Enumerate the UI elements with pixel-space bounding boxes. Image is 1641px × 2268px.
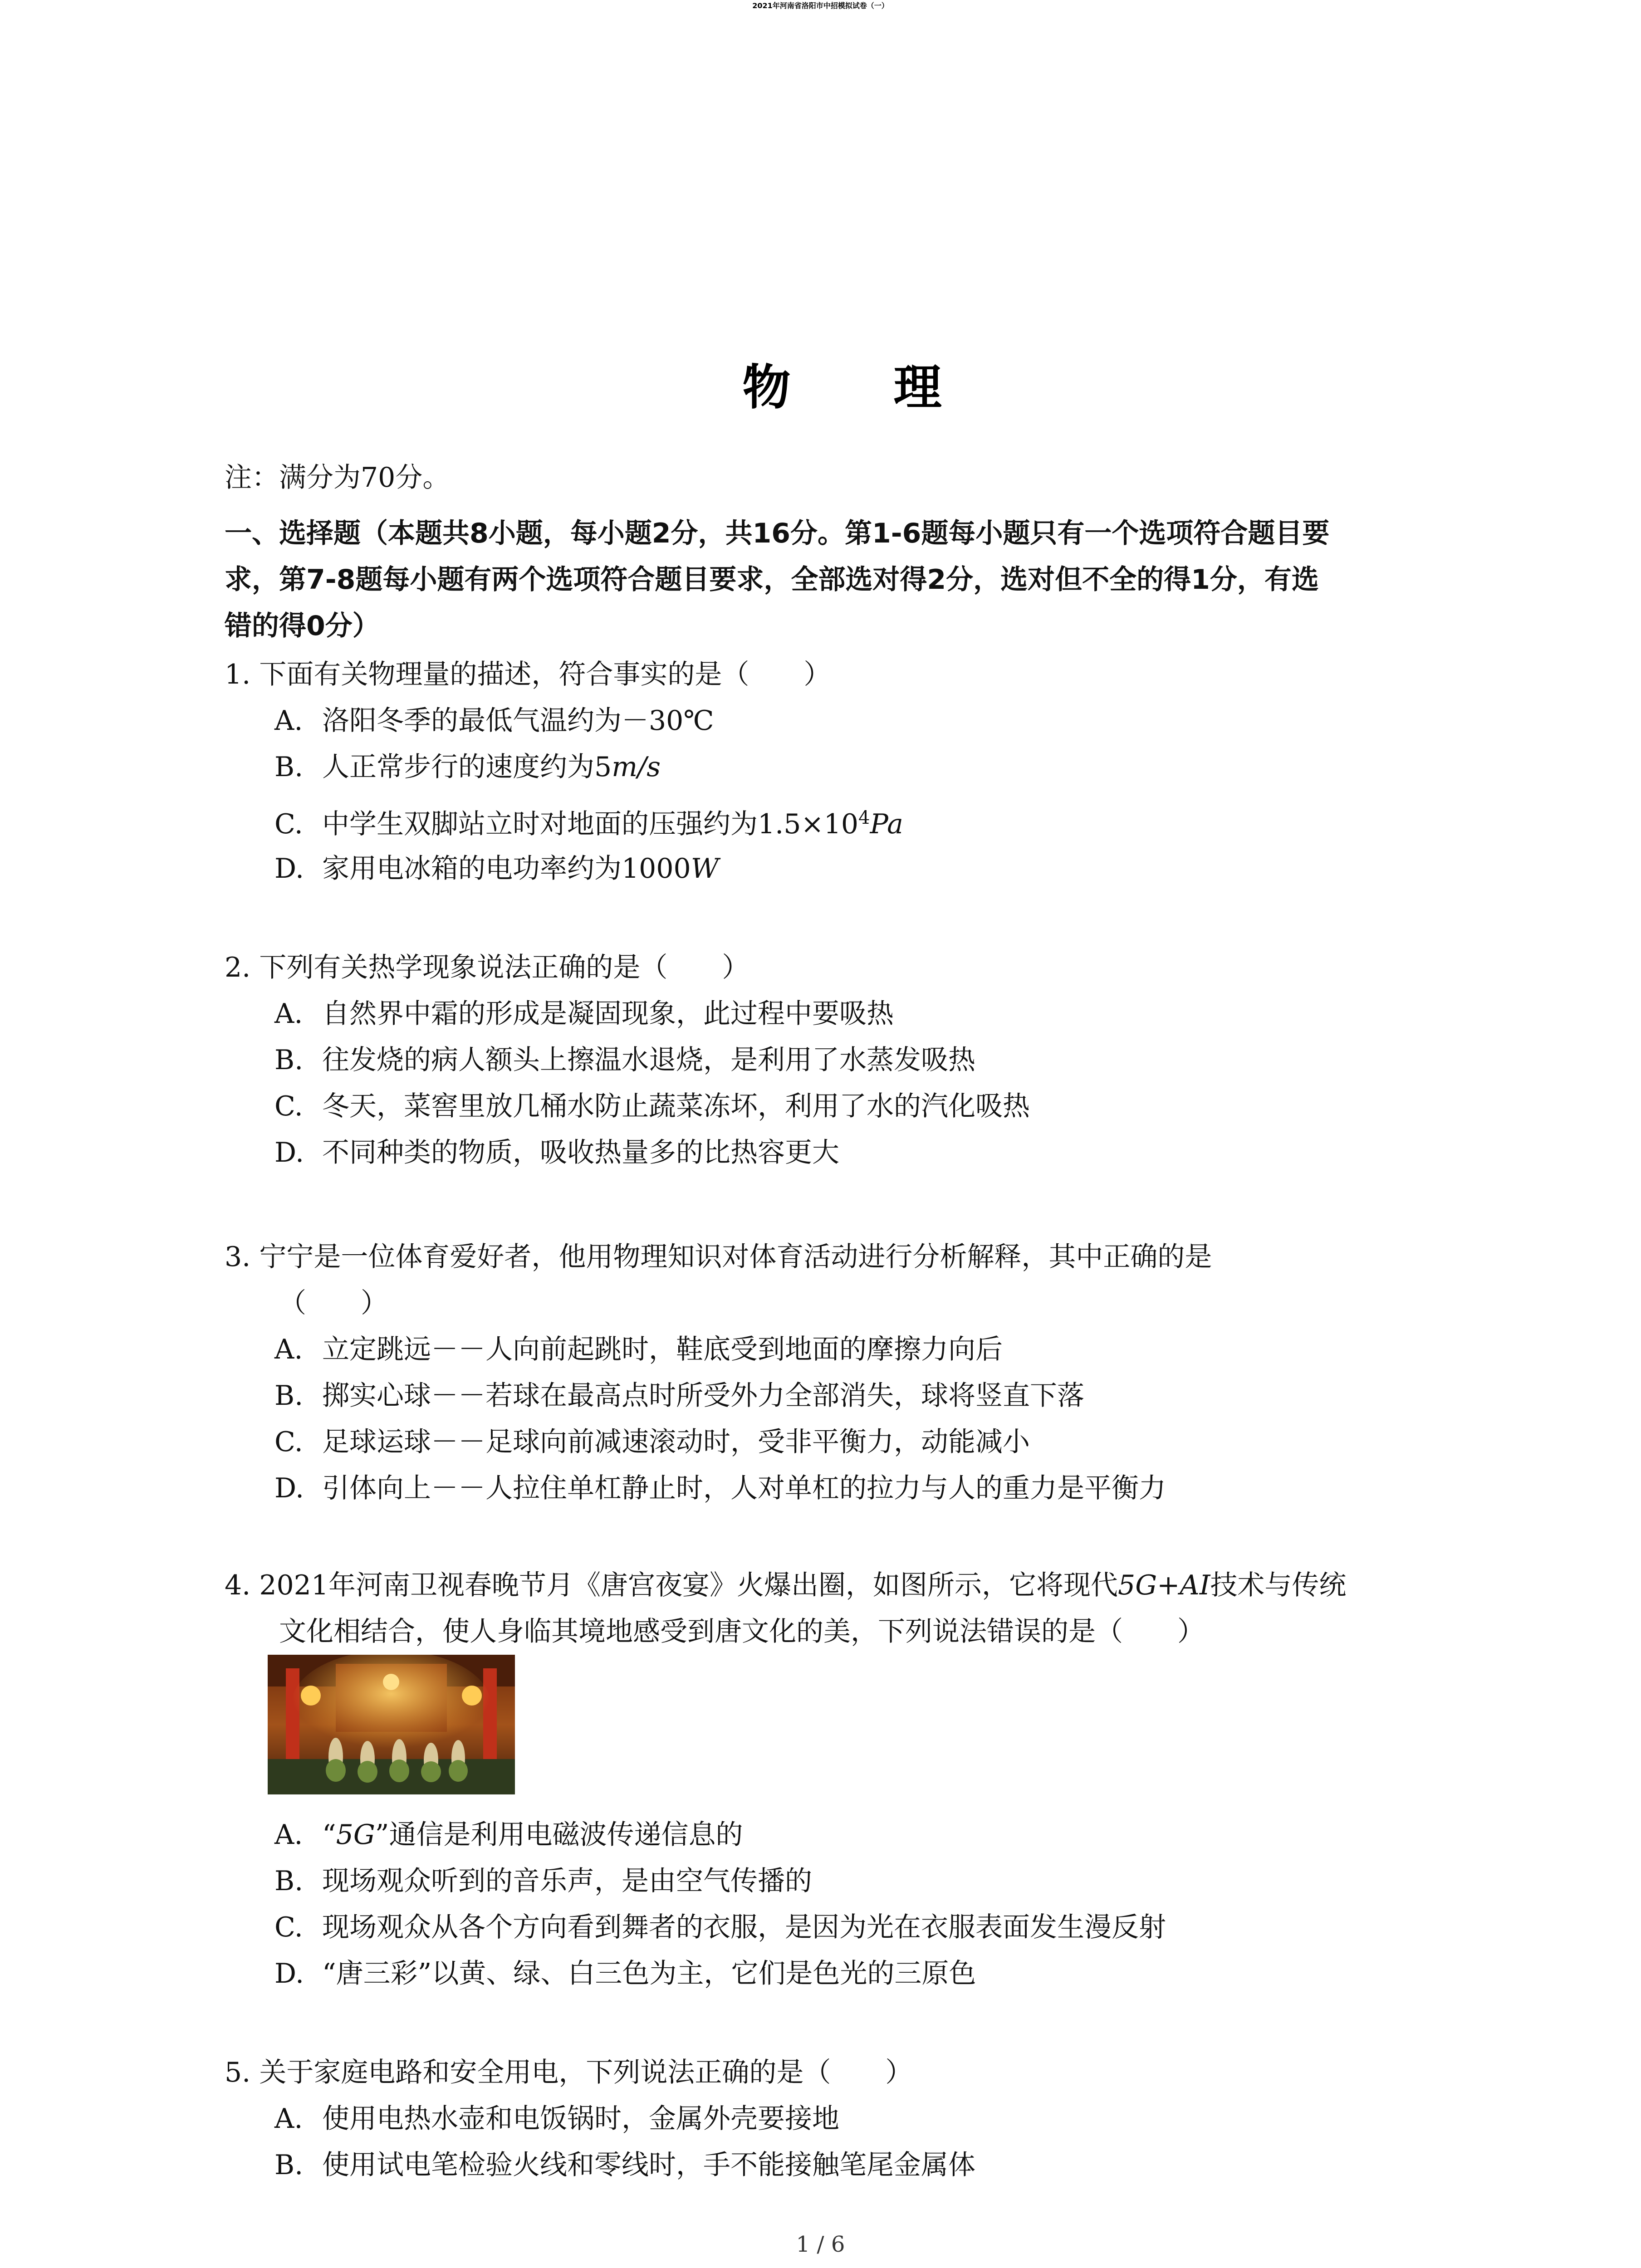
option-text: ”通信是利用电磁波传递信息的 — [375, 1819, 743, 1851]
question-5-option-a — [274, 2096, 839, 2142]
option-text: 冬天，菜窖里放几桶水防止蔬菜冻坏，利用了水的汽化吸热 — [322, 1090, 1030, 1122]
question-3-stem-cont: （ ） — [279, 1287, 388, 1319]
section-heading-line: 一、选择题（本题共8小题，每小题2分，共16分。第1-6题每小题只有一个选项符合题目要 — [225, 518, 1330, 549]
question-3-option-c — [274, 1419, 1030, 1465]
option-label: B. — [274, 1865, 304, 1897]
option-text: 使用试电笔检验火线和零线时，手不能接触笔尾金属体 — [322, 2149, 975, 2181]
option-label: C. — [274, 1090, 303, 1122]
question-4-stem — [225, 1562, 1346, 1608]
option-text: “唐三彩”以黄、绿、白三色为主，它们是色光的三原色 — [322, 1958, 976, 1989]
question-3-option-b — [274, 1373, 1084, 1419]
stem-math: AI — [1180, 1569, 1210, 1601]
option-text: 引体向上－－人拉住单杠静止时，人对单杠的拉力与人的重力是平衡力 — [322, 1472, 1166, 1504]
option-label: B. — [274, 1044, 304, 1076]
option-label: A. — [274, 1334, 303, 1365]
unit-text: m/s — [612, 751, 661, 783]
option-text: 中学生双脚站立时对地面的压强约为1.5×10 — [322, 808, 859, 840]
question-3-option-d — [274, 1465, 1166, 1511]
option-label: A. — [274, 1819, 303, 1851]
stem-text: + — [1157, 1569, 1180, 1601]
question-2-option-b — [274, 1037, 975, 1083]
option-label: B. — [274, 2149, 304, 2181]
question-4-option-b — [274, 1858, 812, 1904]
question-2-option-a — [274, 991, 894, 1037]
option-text: 使用电热水壶和电饭锅时，金属外壳要接地 — [322, 2103, 839, 2135]
score-note: 注：满分为70分。 — [225, 462, 450, 494]
subject-title: 物 理 — [742, 360, 985, 415]
question-1-option-c — [274, 795, 903, 847]
option-label: C. — [274, 1426, 303, 1458]
option-label: D. — [274, 853, 304, 885]
question-1-stem: 1. 下面有关物理量的描述，符合事实的是（ ） — [225, 659, 831, 690]
stem-text: 技术与传统 — [1210, 1569, 1347, 1601]
question-1-option-b — [274, 744, 661, 790]
option-label: C. — [274, 808, 303, 840]
unit-text: Pa — [870, 808, 903, 840]
question-3-stem: 3. 宁宁是一位体育爱好者，他用物理知识对体育活动进行分析解释，其中正确的是 — [225, 1241, 1212, 1273]
question-1-option-a — [274, 698, 714, 744]
option-text: 足球运球－－足球向前减速滚动时，受非平衡力，动能减小 — [322, 1426, 1030, 1458]
option-text: 现场观众从各个方向看到舞者的衣服，是因为光在衣服表面发生漫反射 — [322, 1911, 1166, 1943]
question-4-option-a — [274, 1812, 743, 1858]
option-math: 5G — [336, 1819, 375, 1851]
option-label: C. — [274, 1911, 303, 1943]
option-label: A. — [274, 705, 303, 737]
option-text: 不同种类的物质，吸收热量多的比热容更大 — [322, 1137, 839, 1168]
option-label: D. — [274, 1958, 304, 1989]
option-label: D. — [274, 1137, 304, 1168]
question-4-option-d — [274, 1950, 976, 1997]
question-4-option-c — [274, 1904, 1166, 1950]
question-5-stem: 5. 关于家庭电路和安全用电，下列说法正确的是（ ） — [225, 2057, 913, 2088]
question-3-option-a — [274, 1326, 1003, 1373]
option-text: 掷实心球－－若球在最高点时所受外力全部消失，球将竖直下落 — [322, 1380, 1084, 1412]
option-text: 洛阳冬季的最低气温约为－30℃ — [322, 705, 714, 737]
question-2-option-c — [274, 1083, 1030, 1129]
stem-text: 4. 2021年河南卫视春晚节月《唐宫夜宴》火爆出圈，如图所示，它将现代 — [225, 1569, 1118, 1601]
option-text: 家用电冰箱的电功率约为1000 — [322, 853, 691, 885]
section-heading — [225, 510, 1450, 649]
stem-math: 5G — [1118, 1569, 1157, 1601]
option-text: “ — [322, 1819, 336, 1851]
question-4-stem-cont: 文化相结合，使人身临其境地感受到唐文化的美，下列说法错误的是（ ） — [279, 1616, 1205, 1647]
option-text: 现场观众听到的音乐声，是由空气传播的 — [322, 1865, 812, 1897]
question-1-option-d — [274, 846, 719, 892]
option-label: D. — [274, 1472, 304, 1504]
tang-palace-stage-image — [268, 1655, 515, 1794]
stage-illustration — [268, 1655, 515, 1794]
page-title: 2021年河南省洛阳市中招模拟试卷（一） — [752, 1, 889, 10]
page-number: 1 / 6 — [796, 2232, 845, 2257]
option-label: A. — [274, 2103, 303, 2135]
exponent: 4 — [858, 807, 870, 828]
option-text: 人正常步行的速度约为5 — [322, 751, 612, 783]
question-2-stem: 2. 下列有关热学现象说法正确的是（ ） — [225, 952, 749, 983]
option-label: B. — [274, 1380, 304, 1412]
question-2-option-d — [274, 1129, 839, 1176]
option-label: B. — [274, 751, 304, 783]
option-text: 往发烧的病人额头上擦温水退烧，是利用了水蒸发吸热 — [322, 1044, 975, 1076]
option-text: 立定跳远－－人向前起跳时，鞋底受到地面的摩擦力向后 — [322, 1334, 1003, 1365]
section-heading-line: 求，第7-8题每小题有两个选项符合题目要求，全部选对得2分，选对但不全的得1分，有选 — [225, 564, 1319, 596]
question-5-option-b — [274, 2142, 975, 2188]
option-label: A. — [274, 998, 303, 1030]
option-text: 自然界中霜的形成是凝固现象，此过程中要吸热 — [322, 998, 894, 1030]
unit-text: W — [691, 853, 719, 885]
section-heading-line: 错的得0分） — [225, 610, 380, 642]
